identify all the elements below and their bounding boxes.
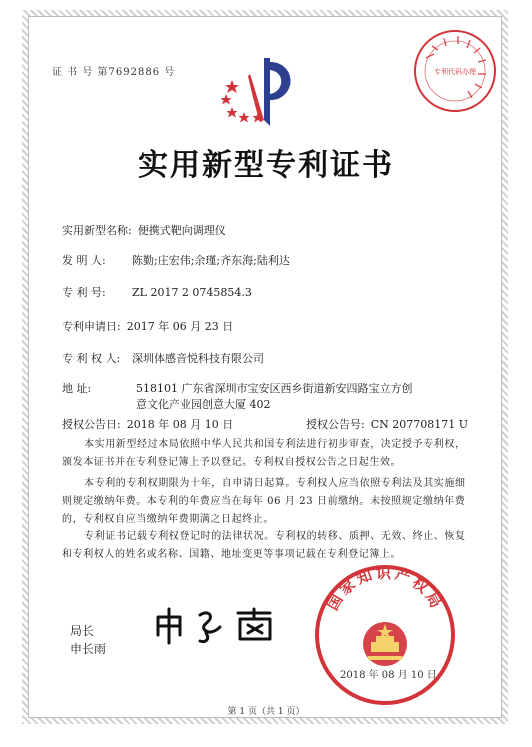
field-grant-number	[306, 416, 468, 432]
field-address-label	[62, 380, 91, 396]
field-label: 发 明 人:	[62, 254, 106, 267]
field-value: ZL 2017 2 0745854.3	[132, 286, 252, 299]
paragraph-text: 本实用新型经过本局依照中华人民共和国专利法进行初步审查，决定授予专利权，颁发本证书并在专利登记簿上予以登记。专利权自授权公告之日起生效。	[62, 439, 466, 468]
logo-star	[227, 107, 238, 118]
logo-p-shape	[264, 58, 270, 126]
field-value: 便携式靶向调理仪	[137, 224, 226, 237]
director-name: 申长雨	[70, 642, 107, 656]
field-label: 专利申请日:	[62, 320, 121, 333]
field-inventor	[62, 252, 290, 268]
director-signature	[150, 605, 295, 645]
paragraph-text: 专利证书记载专利权登记时的法律状况。专利权的转移、质押、无效、终止、恢复和专利权人的姓名或名称、国籍、地址变更等事项记载在专利登记簿上。	[62, 531, 466, 560]
field-value: 陈勤;庄宏伟;余瑾;齐东海;陆利达	[132, 254, 290, 267]
paragraph-text: 本专利的专利权期限为十年，自申请日起算。专利权人应当依照专利法及其实施细则规定缴纳年费。本专利的年费应当在每年 06 月 23 日前缴纳。未按照规定缴纳年费的，专利权自应当缴纳年费期满之日起终止。	[62, 478, 466, 525]
field-grant-date	[62, 416, 233, 432]
logo-star	[239, 112, 250, 123]
field-value: 2018 年 08 月 10 日	[126, 418, 234, 431]
field-label: 授权公告号:	[306, 418, 365, 431]
page-footer: 第 1 页（共 1 页）	[227, 707, 305, 717]
paragraph-legal-status	[62, 528, 476, 564]
field-label: 实用新型名称:	[62, 224, 132, 237]
field-filing-date	[62, 318, 233, 334]
field-patentee	[62, 350, 264, 366]
director-title: 局长	[70, 624, 95, 638]
field-value: 深圳体感音悦科技有限公司	[132, 352, 264, 365]
field-value: CN 207708171 U	[370, 418, 469, 431]
agency-stamp	[412, 28, 498, 114]
national-emblem-icon	[363, 622, 407, 666]
logo-swoosh	[248, 74, 264, 122]
logo-star	[221, 94, 232, 105]
field-label: 地 址:	[62, 382, 92, 395]
agency-stamp-text: 专利代码办理	[434, 68, 476, 76]
paragraph-grant-decision	[62, 436, 476, 472]
logo-p-curve	[270, 62, 291, 100]
patent-office-logo	[220, 52, 300, 130]
field-value: 2017 年 06 月 23 日	[126, 320, 234, 333]
field-utility-model-name	[62, 222, 226, 238]
certificate-number: 证 书 号 第7692886 号	[52, 67, 176, 78]
field-label: 授权公告日:	[62, 418, 121, 431]
address-line-1: 518101 广东省深圳市宝安区西乡街道新安四路宝立方创	[136, 382, 413, 395]
field-label: 专 利 号:	[62, 286, 106, 299]
address-line-2: 意文化产业园创意大厦 402	[136, 398, 271, 411]
official-seal	[310, 560, 460, 710]
logo-star	[225, 80, 239, 93]
field-patent-number	[62, 284, 252, 300]
certificate-title: 实用新型专利证书	[138, 148, 394, 183]
official-seal-text: 国家知识产权局	[323, 563, 447, 614]
paragraph-term-and-fees	[62, 475, 476, 529]
seal-date: 2018 年 08 月 10 日	[340, 670, 437, 681]
field-label: 专 利 权 人:	[62, 352, 121, 365]
